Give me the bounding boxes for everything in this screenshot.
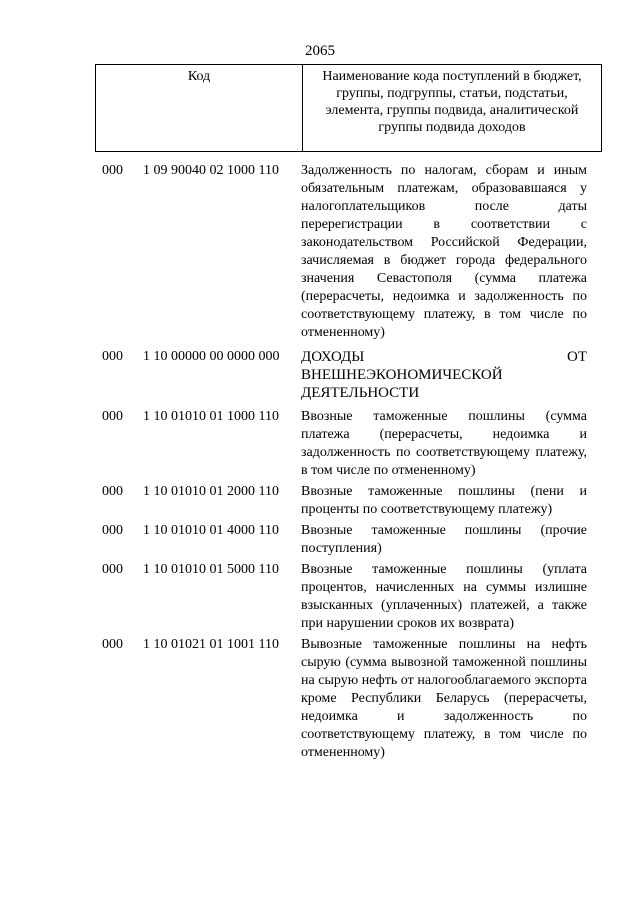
income-description: Вывозные таможенные пошлины на нефть сырую (сумма вывозной таможенной пошлины на сырую нефть от налогооблагаемого экспорта кроме Республики Беларусь (перерасчеты, недоимка и задолженность по соответствующему платежу, в том числе по отмененному) [301, 637, 587, 760]
admin-code: 000 [102, 349, 123, 364]
income-description: Ввозные таможенные пошлины (прочие поступления) [301, 523, 587, 556]
header-code-cell: Код [96, 65, 303, 152]
income-description: Ввозные таможенные пошлины (пени и проценты по соответствующему платежу) [301, 484, 587, 517]
income-description: Ввозные таможенные пошлины (уплата процентов, начисленных на суммы излишне взысканных (уплаченных) платежей, а также при нарушении сроков их возврата) [301, 562, 587, 631]
admin-code: 000 [102, 163, 123, 178]
admin-code: 000 [102, 484, 123, 499]
income-description: Задолженность по налогам, сборам и иным обязательным платежам, образовавшаяся у налогоплательщиков после даты перерегистрации в соответствии с законодательством Российской Федерации, зачисляемая в бюджет города федерального значения Севастополя (сумма платежа (перерасчеты, недоимка и задолженность по соответствующему платежу, в том числе по отмененному) [301, 163, 587, 340]
admin-code: 000 [102, 409, 123, 424]
income-code: 1 10 01010 01 4000 110 [143, 523, 279, 538]
admin-code: 000 [102, 637, 123, 652]
income-code: 1 10 01010 01 5000 110 [143, 562, 279, 577]
income-code: 1 10 01010 01 2000 110 [143, 484, 279, 499]
income-code: 1 10 01010 01 1000 110 [143, 409, 279, 424]
list-item [0, 522, 640, 558]
admin-code: 000 [102, 562, 123, 577]
list-item [0, 483, 640, 519]
page-number: 2065 [305, 43, 335, 59]
list-item [0, 162, 640, 342]
income-code: 1 09 90040 02 1000 110 [143, 163, 279, 178]
list-item [0, 408, 640, 480]
income-code: 1 10 00000 00 0000 000 [143, 349, 280, 364]
income-description: ДОХОДЫ ОТ ВНЕШНЕЭКОНОМИЧЕСКОЙ ДЕЯТЕЛЬНОСТИ [301, 349, 587, 401]
list-item [0, 561, 640, 633]
list-item [0, 348, 640, 402]
header-name-cell: Наименование кода поступлений в бюджет, группы, подгруппы, статьи, подстатьи, элемента, группы подвида, аналитической группы подвида доходов [303, 65, 602, 152]
income-code-list [0, 162, 640, 762]
column-header-table [95, 64, 602, 152]
income-description: Ввозные таможенные пошлины (сумма платежа (перерасчеты, недоимка и задолженность по соответствующему платежу, в том числе по отмененному) [301, 409, 587, 478]
admin-code: 000 [102, 523, 123, 538]
list-item [0, 636, 640, 762]
income-code: 1 10 01021 01 1001 110 [143, 637, 279, 652]
